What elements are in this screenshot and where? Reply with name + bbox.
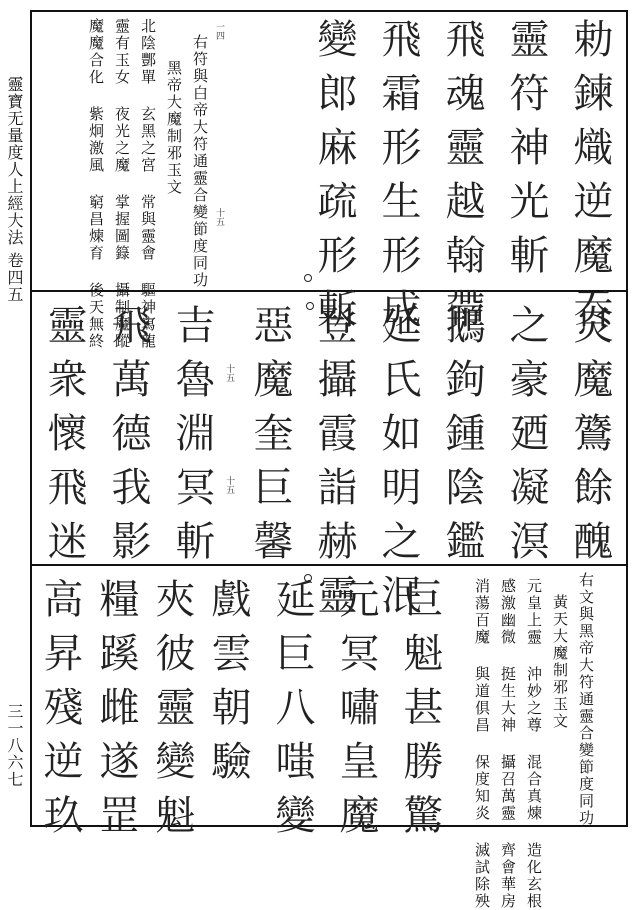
circle-mark [304, 574, 312, 582]
seal-column: 延巨八嗤變 [269, 578, 315, 848]
seal-column: 炎魔鷟餘醜 [567, 304, 613, 574]
note-column: 感激幽微 挺生大神 攝召萬靈 齊會華房 [499, 578, 517, 910]
seal-column: 靈符神光斬 [503, 18, 549, 288]
note-column: 右符與白帝大符通靈合變節度同功 [191, 34, 209, 289]
note-column: 黃天大魔制邪玉文 [551, 594, 569, 730]
seal-column: 高昇殘逆玖 [37, 578, 83, 848]
page-number: 三一八六七 [5, 702, 24, 788]
seal-column: 登攝霞詣赫靈 [311, 304, 357, 628]
column-mark: 一四 [214, 22, 224, 40]
column-mark: 十五 [224, 476, 234, 494]
note-column: 消蕩百魔 與道俱昌 保度知炎 滅試除殃 [473, 578, 491, 910]
note-column: 右文與黑帝大符通靈合變節度同功 [577, 572, 595, 827]
seal-column: 飛魂靈越翰帶 [439, 18, 485, 342]
seal-column: 變郎麻疏形斬 [311, 18, 357, 342]
seal-column: 靈衆懷飛迷 [41, 304, 87, 574]
column-mark: 十五 [214, 208, 224, 226]
seal-column: 惡魔奎巨馨 [247, 304, 293, 574]
seal-column: 延氏如明之泯 [375, 304, 421, 628]
circle-mark [306, 302, 314, 310]
note-column: 靈有玉女 夜光之魔 掌握圖籙 攝制魔蹤 [113, 18, 131, 350]
note-column: 北陰酆單 玄黑之宮 常與靈會 驅神寫龍 [139, 18, 157, 350]
note-column: 黑帝大魔制邪玉文 [165, 60, 183, 196]
seal-column: 元冥嘯皇魔 [333, 578, 379, 848]
seal-column: 夾彼靈變魁 [149, 578, 195, 848]
seal-column: 巨魁甚勝驚 [397, 578, 443, 848]
seal-column: 糧蹊雌遂罡 [93, 578, 139, 848]
page-frame [30, 10, 628, 910]
note-column: 元皇上靈 沖妙之尊 混合真煉 造化玄根 [525, 578, 543, 910]
circle-mark [304, 274, 312, 282]
seal-column: 飛霜形生形成 [375, 18, 421, 342]
seal-column: 之豪廼凝溟 [503, 304, 549, 574]
column-mark: 十五 [224, 364, 234, 382]
margin-title: 靈寶无量度人上經大法 卷四五 [5, 76, 24, 304]
seal-column: 鵝鉤鍾陰鑑 [439, 304, 485, 574]
seal-column: 勅鍊熾逆魔吞 [567, 18, 613, 342]
seal-column: 飛萬德我影 [105, 304, 151, 574]
seal-column: 戲雲朝驗 [205, 578, 251, 794]
seal-column: 吉魯淵冥斬 [169, 304, 215, 574]
note-column: 魔魔合化 紫炯激風 窮昌煉育 後天無終 [87, 18, 105, 350]
